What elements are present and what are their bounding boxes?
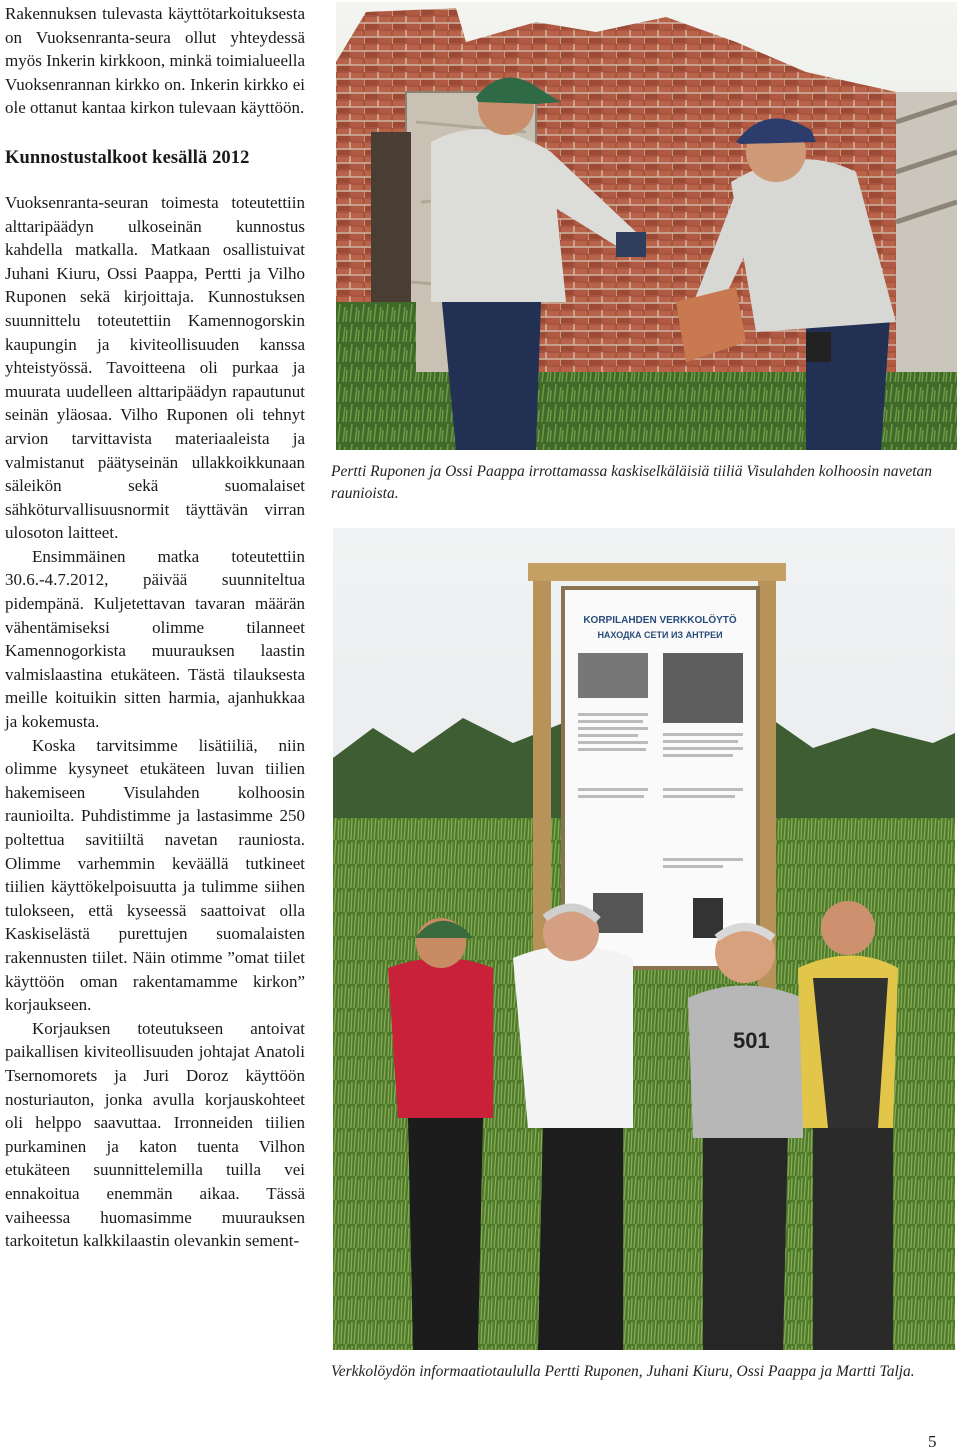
body-paragraph-1: Vuoksenranta-seuran toimesta toteutettiin alttaripäädyn ulkoseinän kunnostus kahdella matkalla. Matkaan osallistuivat Juhani Kiuru, Ossi Paappa, Pertti ja Vilho Ruponen sekä kirjoittaja. Kunnostuksen suunnittelu toteutettiin Kamennogorskin kaupungin ja kiviteollisuuden kanssa yhteistyössä. Tavoitteena oli purkaa ja muurata uudelleen alttaripäädyn rapautunut seinän yläosaa. Vilho Ruponen oli tehnyt arvion tarvittavista materiaaleista ja valmistanut päätyseinän ullakkoikkunaan säleikön sekä suomalaiset sähköturvallisuusnormit täyttävän virran ulosoton laitteet. bbox=[5, 192, 305, 543]
body-paragraph-3: Koska tarvitsimme lisätiiliä, niin olimme kysyneet etukäteen luvan tiilien hakemiseen Visulahden kolhoosin raunioilta. Puhdistimme ja lastasimme 250 poltettua savitiiltä navetan rauniosta. Olimme varhemmin keväällä tutkineet tiilien käyttökelpoisuutta ja tulimme siihen tulokseen, että kyseessä saattoivat olla Kaskiselästä purettujen suomalaisten rakennusten tiilet. Näin otimme ”omat tiilet käyttöön oman rakentamamme kirkon” korjaukseen. bbox=[5, 735, 305, 1015]
intro-paragraph: Rakennuksen tulevasta käyttötarkoituksesta on Vuoksenranta-seura ollut yhteydessä myös Inkerin kirkkoon, minkä toimialueella Vuoksenrannan kirkko on. Inkerin kirkko ei ole ottanut kantaa kirkon tulevaan käyttöön. bbox=[5, 4, 305, 118]
photo-brick-wall bbox=[336, 2, 957, 450]
section-heading: Kunnostustalkoot kesällä 2012 bbox=[5, 147, 250, 168]
info-sign-illustration bbox=[333, 528, 955, 1350]
photo-caption-top: Pertti Ruponen ja Ossi Paappa irrottamassa kaskiselkäläisiä tiiliä Visulahden kolhoosin navetan raunioista. bbox=[331, 463, 933, 502]
body-paragraph-4: Korjauksen toteutukseen antoivat paikallisen kiviteollisuuden johtajat Anatoli Tsernomorets ja Juri Doroz käyttöön nosturiauton, jonka avulla korjauskohteet oli helppo saavuttaa. Irronneiden tiilien purkaminen ja katon tuenta Vilhon etukäteen suunnittelemilla tuilla vei ennakoitua enemmän aikaa. Tässä vaiheessa huomasimme muurauksen tarkoitetun kalkkilaastin olevankin sement- bbox=[5, 1018, 305, 1251]
body-paragraph-2: Ensimmäinen matka toteutettiin 30.6.-4.7.2012, päivää suunniteltua pidempänä. Kuljetettavan tavaran määrän vähentämiseksi olimme tilanneet Kamennogorkista muurauksen laastin valmislaastina etukäteen. Tästä tilauksesta meille koituikin sitten harmia, ajanhukkaa ja kokemusta. bbox=[5, 546, 305, 732]
brick-wall-illustration bbox=[336, 2, 957, 450]
shirt-print: 501 bbox=[733, 1028, 770, 1053]
person-yellow-shirt bbox=[798, 901, 898, 1350]
sign-title-fi: KORPILAHDEN VERKKOLÖYTÖ bbox=[583, 615, 737, 626]
page-number: 5 bbox=[928, 1432, 937, 1451]
photo-info-sign bbox=[333, 528, 955, 1350]
article-column bbox=[5, 2, 305, 1253]
sign-title-ru: НАХОДКА СЕТИ ИЗ АНТРЕИ bbox=[597, 630, 723, 640]
photo-caption-bottom: Verkkolöydön informaatiotaululla Pertti Ruponen, Juhani Kiuru, Ossi Paappa ja Martti Talja. bbox=[331, 1363, 915, 1380]
